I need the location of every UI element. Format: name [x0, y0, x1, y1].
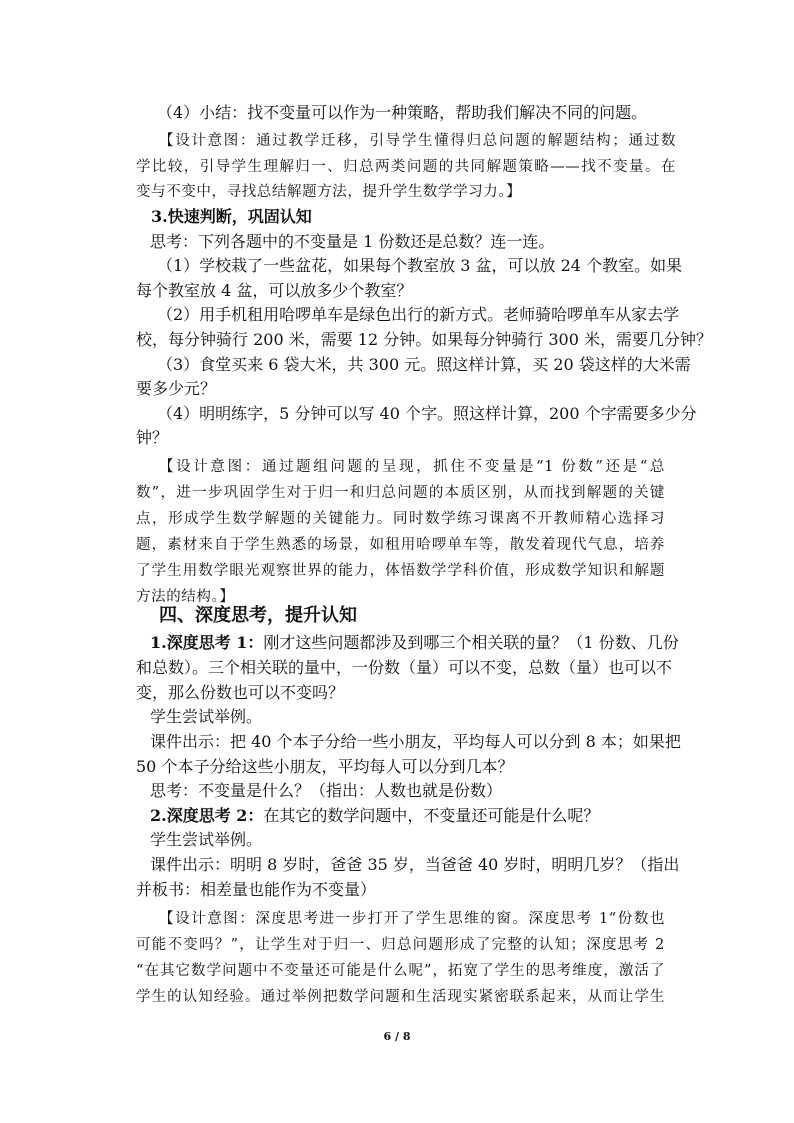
- summary-line: （4）小结：找不变量可以作为一种策略，帮助我们解决不同的问题。: [157, 103, 648, 122]
- deep-thinking-2-label: 2.深度思考 2：: [150, 806, 264, 825]
- design-intent-2-line-1: 【设计意图：通过题组问题的呈现，抓住不变量是“1 份数”还是“总: [159, 459, 665, 475]
- deep-thinking-2-line: [150, 806, 599, 826]
- question-4-line-1: （4）明明练字，5 分钟可以写 40 个字。照这样计算，200 个字需要多少分: [157, 404, 697, 423]
- design-intent-1-line-3: 变与不变中，寻找总结解题方法，提升学生数学学习力。】: [136, 184, 522, 200]
- student-example-2: 学生尝试举例。: [150, 830, 263, 849]
- deep-thinking-2-question: 在其它的数学问题中，不变量还可能是什么呢？: [263, 806, 600, 825]
- design-intent-3-line-4: 学生的认知经验。通过举例把数学问题和生活现实紧密联系起来，从而让学生: [136, 989, 665, 1005]
- design-intent-1-line-2: 学比较，引导学生理解归一、归总两类问题的共同解题策略——找不变量。在: [136, 159, 676, 175]
- deep-thinking-1-line-3: 变，那么份数也可以不变吗？: [136, 683, 345, 702]
- section-3-heading: 3.快速判断，巩固认知: [151, 207, 312, 226]
- design-intent-3-line-3: “在其它数学问题中不变量还可能是什么呢”，拓宽了学生的思考维度，激活了: [136, 963, 665, 979]
- thinking-prompt: 思考：下列各题中的不变量是 1 份数还是总数？连一连。: [150, 232, 555, 251]
- design-intent-2-line-5: 了学生用数学眼光观察世界的能力，体悟数学学科价值，形成数学知识和解题: [136, 563, 665, 579]
- courseware-1-line-1: 课件出示：把 40 个本子分给一些小朋友，平均每人可以分到 8 本；如果把: [150, 732, 681, 751]
- design-intent-2-line-6: 方法的结构。】: [136, 589, 235, 605]
- design-intent-2-line-4: 题，素材来自于学生熟悉的场景，如租用哈啰单车等，散发着现代气息，培养: [136, 537, 665, 553]
- question-3-line-2: 要多少元？: [136, 379, 217, 398]
- student-example-1: 学生尝试举例。: [150, 707, 263, 726]
- design-intent-2-line-2: 数”，进一步巩固学生对于归一和归总问题的本质区别，从而找到解题的关键: [136, 485, 665, 501]
- question-2-line-1: （2）用手机租用哈啰单车是绿色出行的新方式。老师骑哈啰单车从家去学: [157, 305, 680, 324]
- question-1-line-2: 每个教室放 4 盆，可以放多少个教室？: [136, 281, 413, 300]
- courseware-2-line-1: 课件出示：明明 8 岁时，爸爸 35 岁，当爸爸 40 岁时，明明几岁？（指出: [150, 855, 680, 874]
- courseware-2-line-2: 并板书：相差量也能作为不变量）: [136, 880, 377, 899]
- thinking-invariant: 思考：不变量是什么？（指出：人数也就是份数）: [150, 781, 503, 800]
- design-intent-3-line-2: 可能不变吗？”，让学生对于归一、归总问题形成了完整的认知；深度思考 2: [136, 937, 665, 953]
- deep-thinking-1-label: 1.深度思考 1：: [150, 633, 264, 652]
- design-intent-2-line-3: 点，形成学生数学解题的关键能力。同时数学练习课离不开教师精心选择习: [136, 511, 665, 527]
- deep-thinking-1-question: 刚才这些问题都涉及到哪三个相关联的量？（1 份数、几份: [263, 633, 679, 652]
- deep-thinking-1-line-1: [150, 633, 679, 653]
- deep-thinking-1-line-2: 和总数）。三个相关联的量中，一份数（量）可以不变，总数（量）也可以不: [136, 658, 673, 677]
- question-2-line-2: 校，每分钟骑行 200 米，需要 12 分钟。如果每分钟骑行 300 米，需要几分钟？: [136, 330, 712, 349]
- question-1-line-1: （1）学校栽了一些盆花，如果每个教室放 3 盆，可以放 24 个教室。如果: [157, 256, 683, 275]
- design-intent-1-line-1: 【设计意图：通过教学迁移，引导学生懂得归总问题的解题结构；通过数: [159, 133, 676, 149]
- page-number: 6 / 8: [383, 1030, 411, 1043]
- courseware-1-line-2: 50 个本子分给这些小朋友，平均每人可以分到几本？: [136, 757, 514, 776]
- design-intent-3-line-1: 【设计意图：深度思考进一步打开了学生思维的窗。深度思考 1“份数也: [159, 911, 665, 927]
- question-4-line-2: 钟？: [136, 428, 169, 447]
- section-4-heading: 四、深度思考，提升认知: [159, 605, 357, 626]
- question-3-line-1: （3）食堂买来 6 袋大米，共 300 元。照这样计算，买 20 袋这样的大米需: [157, 355, 691, 374]
